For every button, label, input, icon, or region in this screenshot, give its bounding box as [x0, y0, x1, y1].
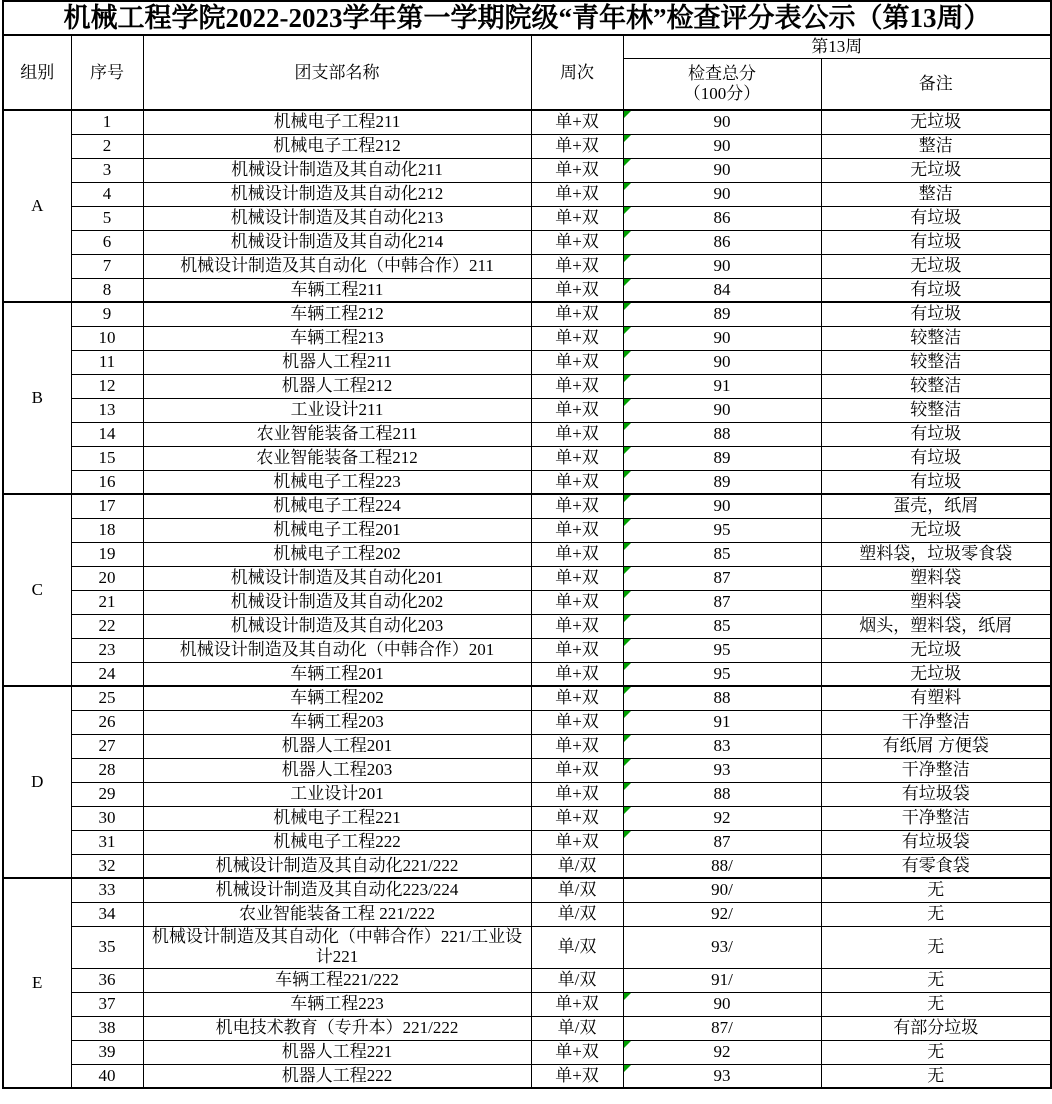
branch-name: 机械设计制造及其自动化202	[143, 590, 531, 614]
table-row	[3, 782, 1051, 806]
cell-flag-triangle-icon	[624, 759, 631, 766]
score-value: 93	[623, 758, 821, 782]
title-row	[3, 1, 1051, 35]
cell-flag-triangle-icon	[624, 159, 631, 166]
branch-name: 车辆工程213	[143, 326, 531, 350]
remark: 较整洁	[821, 374, 1051, 398]
score-value: 92	[623, 1040, 821, 1064]
branch-name: 机器人工程221	[143, 1040, 531, 1064]
table-row	[3, 158, 1051, 182]
group-label: B	[3, 302, 71, 494]
score-value: 83	[623, 734, 821, 758]
row-index: 11	[71, 350, 143, 374]
cell-flag-triangle-icon	[624, 495, 631, 502]
table-row	[3, 542, 1051, 566]
score-value: 88	[623, 422, 821, 446]
score-value: 90	[623, 254, 821, 278]
row-index: 2	[71, 134, 143, 158]
week-type: 单/双	[531, 1016, 623, 1040]
cell-flag-triangle-icon	[624, 687, 631, 694]
group-label: E	[3, 878, 71, 1088]
remark: 烟头，塑料袋，纸屑	[821, 614, 1051, 638]
cell-flag-triangle-icon	[624, 1041, 631, 1048]
cell-flag-triangle-icon	[624, 399, 631, 406]
remark: 干净整洁	[821, 710, 1051, 734]
remark: 有垃圾	[821, 278, 1051, 302]
week-type: 单+双	[531, 374, 623, 398]
group-label: C	[3, 494, 71, 686]
week-type: 单+双	[531, 638, 623, 662]
table-row	[3, 734, 1051, 758]
row-index: 35	[71, 926, 143, 968]
branch-name: 机械电子工程223	[143, 470, 531, 494]
row-index: 14	[71, 422, 143, 446]
remark: 有垃圾	[821, 206, 1051, 230]
table-row	[3, 110, 1051, 134]
week-type: 单+双	[531, 710, 623, 734]
table-row	[3, 254, 1051, 278]
score-value: 88	[623, 686, 821, 710]
table-row	[3, 494, 1051, 518]
branch-name: 机电技术教育（专升本）221/222	[143, 1016, 531, 1040]
week-type: 单+双	[531, 230, 623, 254]
score-value: 90/	[623, 878, 821, 902]
week-type: 单+双	[531, 182, 623, 206]
table-row	[3, 902, 1051, 926]
table-row	[3, 710, 1051, 734]
remark: 塑料袋	[821, 590, 1051, 614]
table-row	[3, 230, 1051, 254]
remark: 无	[821, 926, 1051, 968]
cell-flag-triangle-icon	[624, 519, 631, 526]
header-score	[623, 59, 821, 111]
table-row	[3, 518, 1051, 542]
branch-name: 工业设计211	[143, 398, 531, 422]
table-row	[3, 422, 1051, 446]
week-type: 单+双	[531, 158, 623, 182]
remark: 蛋壳，纸屑	[821, 494, 1051, 518]
score-value: 87	[623, 566, 821, 590]
week-type: 单+双	[531, 206, 623, 230]
remark: 有垃圾	[821, 422, 1051, 446]
score-value: 90	[623, 992, 821, 1016]
table-row	[3, 374, 1051, 398]
branch-name: 机械设计制造及其自动化（中韩合作）211	[143, 254, 531, 278]
remark: 有零食袋	[821, 854, 1051, 878]
branch-name: 机器人工程212	[143, 374, 531, 398]
branch-name: 车辆工程211	[143, 278, 531, 302]
week-type: 单+双	[531, 734, 623, 758]
cell-flag-triangle-icon	[624, 783, 631, 790]
remark: 干净整洁	[821, 806, 1051, 830]
header-score-line1: 检查总分	[688, 64, 756, 83]
remark: 较整洁	[821, 398, 1051, 422]
week-type: 单+双	[531, 662, 623, 686]
row-index: 34	[71, 902, 143, 926]
cell-flag-triangle-icon	[624, 831, 631, 838]
row-index: 18	[71, 518, 143, 542]
branch-name: 机械设计制造及其自动化211	[143, 158, 531, 182]
header-row-1	[3, 35, 1051, 59]
cell-flag-triangle-icon	[624, 351, 631, 358]
cell-flag-triangle-icon	[624, 471, 631, 478]
remark: 无	[821, 968, 1051, 992]
branch-name: 机械电子工程224	[143, 494, 531, 518]
cell-flag-triangle-icon	[624, 591, 631, 598]
branch-name: 机械设计制造及其自动化223/224	[143, 878, 531, 902]
cell-flag-triangle-icon	[624, 735, 631, 742]
table-row	[3, 590, 1051, 614]
table-row	[3, 206, 1051, 230]
week-type: 单+双	[531, 542, 623, 566]
remark: 整洁	[821, 182, 1051, 206]
week-type: 单+双	[531, 1064, 623, 1088]
week-type: 单+双	[531, 518, 623, 542]
branch-name: 机器人工程203	[143, 758, 531, 782]
score-value: 88	[623, 782, 821, 806]
week-type: 单+双	[531, 614, 623, 638]
row-index: 17	[71, 494, 143, 518]
row-index: 29	[71, 782, 143, 806]
score-value: 85	[623, 542, 821, 566]
remark: 干净整洁	[821, 758, 1051, 782]
header-group: 组别	[3, 35, 71, 110]
remark: 无	[821, 992, 1051, 1016]
row-index: 16	[71, 470, 143, 494]
week-type: 单+双	[531, 446, 623, 470]
remark: 较整洁	[821, 326, 1051, 350]
cell-flag-triangle-icon	[624, 423, 631, 430]
week-type: 单+双	[531, 254, 623, 278]
table-row	[3, 1040, 1051, 1064]
cell-flag-triangle-icon	[624, 711, 631, 718]
week-type: 单+双	[531, 326, 623, 350]
score-value: 95	[623, 662, 821, 686]
branch-name: 机器人工程222	[143, 1064, 531, 1088]
cell-flag-triangle-icon	[624, 375, 631, 382]
week-type: 单+双	[531, 494, 623, 518]
score-value: 92	[623, 806, 821, 830]
score-value: 86	[623, 206, 821, 230]
remark: 无	[821, 1064, 1051, 1088]
cell-flag-triangle-icon	[624, 663, 631, 670]
cell-flag-triangle-icon	[624, 279, 631, 286]
row-index: 31	[71, 830, 143, 854]
score-value: 90	[623, 326, 821, 350]
remark: 无垃圾	[821, 158, 1051, 182]
header-branch: 团支部名称	[143, 35, 531, 110]
week-type: 单+双	[531, 1040, 623, 1064]
branch-name: 工业设计201	[143, 782, 531, 806]
cell-flag-triangle-icon	[624, 639, 631, 646]
cell-flag-triangle-icon	[624, 1065, 631, 1072]
table-row	[3, 926, 1051, 968]
score-value: 89	[623, 302, 821, 326]
row-index: 7	[71, 254, 143, 278]
score-value: 91	[623, 374, 821, 398]
remark: 较整洁	[821, 350, 1051, 374]
remark: 整洁	[821, 134, 1051, 158]
week-type: 单+双	[531, 566, 623, 590]
table-row	[3, 302, 1051, 326]
week-type: 单/双	[531, 902, 623, 926]
remark: 无垃圾	[821, 518, 1051, 542]
week-type: 单+双	[531, 302, 623, 326]
table-row	[3, 470, 1051, 494]
header-week: 周次	[531, 35, 623, 110]
branch-name: 机械电子工程222	[143, 830, 531, 854]
score-value: 85	[623, 614, 821, 638]
row-index: 40	[71, 1064, 143, 1088]
branch-name: 机械设计制造及其自动化（中韩合作）201	[143, 638, 531, 662]
remark: 无垃圾	[821, 638, 1051, 662]
branch-name: 机械设计制造及其自动化201	[143, 566, 531, 590]
table-row	[3, 854, 1051, 878]
cell-flag-triangle-icon	[624, 303, 631, 310]
score-value: 87/	[623, 1016, 821, 1040]
row-index: 22	[71, 614, 143, 638]
row-index: 1	[71, 110, 143, 134]
branch-name: 机械设计制造及其自动化213	[143, 206, 531, 230]
remark: 有垃圾	[821, 230, 1051, 254]
table-row	[3, 278, 1051, 302]
row-index: 28	[71, 758, 143, 782]
remark: 无垃圾	[821, 254, 1051, 278]
score-value: 87	[623, 590, 821, 614]
score-value: 90	[623, 182, 821, 206]
row-index: 37	[71, 992, 143, 1016]
score-value: 95	[623, 638, 821, 662]
table-row	[3, 968, 1051, 992]
cell-flag-triangle-icon	[624, 807, 631, 814]
branch-name: 车辆工程221/222	[143, 968, 531, 992]
score-value: 86	[623, 230, 821, 254]
group-label: D	[3, 686, 71, 878]
week-type: 单+双	[531, 806, 623, 830]
header-index: 序号	[71, 35, 143, 110]
header-week-span: 第13周	[623, 35, 1051, 59]
branch-name: 机械电子工程221	[143, 806, 531, 830]
row-index: 19	[71, 542, 143, 566]
score-value: 91/	[623, 968, 821, 992]
branch-name: 机械设计制造及其自动化（中韩合作）221/工业设计221	[143, 926, 531, 968]
week-type: 单+双	[531, 686, 623, 710]
week-type: 单/双	[531, 926, 623, 968]
remark: 无垃圾	[821, 662, 1051, 686]
cell-flag-triangle-icon	[624, 567, 631, 574]
row-index: 27	[71, 734, 143, 758]
week-type: 单/双	[531, 968, 623, 992]
score-value: 90	[623, 350, 821, 374]
table-row	[3, 326, 1051, 350]
remark: 有垃圾	[821, 470, 1051, 494]
week-type: 单/双	[531, 854, 623, 878]
table-row	[3, 1016, 1051, 1040]
branch-name: 机械设计制造及其自动化214	[143, 230, 531, 254]
branch-name: 农业智能装备工程211	[143, 422, 531, 446]
table-row	[3, 878, 1051, 902]
score-value: 90	[623, 494, 821, 518]
branch-name: 车辆工程201	[143, 662, 531, 686]
row-index: 23	[71, 638, 143, 662]
table-body	[3, 110, 1051, 1088]
row-index: 15	[71, 446, 143, 470]
table-row	[3, 638, 1051, 662]
week-type: 单+双	[531, 470, 623, 494]
score-value: 95	[623, 518, 821, 542]
score-value: 84	[623, 278, 821, 302]
row-index: 5	[71, 206, 143, 230]
branch-name: 车辆工程202	[143, 686, 531, 710]
table-row	[3, 686, 1051, 710]
group-label: A	[3, 110, 71, 302]
week-type: 单+双	[531, 278, 623, 302]
cell-flag-triangle-icon	[624, 207, 631, 214]
table-row	[3, 398, 1051, 422]
remark: 塑料袋	[821, 566, 1051, 590]
score-value: 89	[623, 470, 821, 494]
score-value: 87	[623, 830, 821, 854]
branch-name: 农业智能装备工程212	[143, 446, 531, 470]
week-type: 单+双	[531, 782, 623, 806]
row-index: 21	[71, 590, 143, 614]
table-row	[3, 182, 1051, 206]
remark: 塑料袋，垃圾零食袋	[821, 542, 1051, 566]
row-index: 8	[71, 278, 143, 302]
branch-name: 机械设计制造及其自动化203	[143, 614, 531, 638]
branch-name: 机械电子工程211	[143, 110, 531, 134]
cell-flag-triangle-icon	[624, 111, 631, 118]
cell-flag-triangle-icon	[624, 615, 631, 622]
remark: 有垃圾	[821, 446, 1051, 470]
cell-flag-triangle-icon	[624, 447, 631, 454]
score-value: 93	[623, 1064, 821, 1088]
score-value: 90	[623, 398, 821, 422]
row-index: 3	[71, 158, 143, 182]
cell-flag-triangle-icon	[624, 231, 631, 238]
branch-name: 农业智能装备工程 221/222	[143, 902, 531, 926]
cell-flag-triangle-icon	[624, 543, 631, 550]
table-row	[3, 134, 1051, 158]
remark: 有垃圾袋	[821, 782, 1051, 806]
row-index: 24	[71, 662, 143, 686]
remark: 无	[821, 902, 1051, 926]
week-type: 单+双	[531, 350, 623, 374]
row-index: 12	[71, 374, 143, 398]
header-score-line2: （100分）	[683, 84, 761, 104]
week-type: 单+双	[531, 830, 623, 854]
row-index: 4	[71, 182, 143, 206]
table-row	[3, 614, 1051, 638]
row-index: 9	[71, 302, 143, 326]
header-remark: 备注	[821, 59, 1051, 111]
cell-flag-triangle-icon	[624, 183, 631, 190]
score-value: 93/	[623, 926, 821, 968]
table-row	[3, 758, 1051, 782]
row-index: 30	[71, 806, 143, 830]
branch-name: 机器人工程211	[143, 350, 531, 374]
remark: 有部分垃圾	[821, 1016, 1051, 1040]
table-row	[3, 992, 1051, 1016]
row-index: 20	[71, 566, 143, 590]
score-table	[2, 0, 1052, 1089]
week-type: 单+双	[531, 398, 623, 422]
row-index: 32	[71, 854, 143, 878]
row-index: 10	[71, 326, 143, 350]
branch-name: 车辆工程212	[143, 302, 531, 326]
table-row	[3, 662, 1051, 686]
score-value: 90	[623, 158, 821, 182]
score-value: 89	[623, 446, 821, 470]
table-row	[3, 446, 1051, 470]
cell-flag-triangle-icon	[624, 255, 631, 262]
score-value: 88/	[623, 854, 821, 878]
week-type: 单+双	[531, 590, 623, 614]
score-value: 91	[623, 710, 821, 734]
week-type: 单+双	[531, 992, 623, 1016]
table-row	[3, 566, 1051, 590]
branch-name: 机械电子工程201	[143, 518, 531, 542]
row-index: 6	[71, 230, 143, 254]
branch-name: 机械设计制造及其自动化221/222	[143, 854, 531, 878]
row-index: 13	[71, 398, 143, 422]
table-row	[3, 350, 1051, 374]
week-type: 单+双	[531, 422, 623, 446]
table-row	[3, 806, 1051, 830]
remark: 无	[821, 878, 1051, 902]
branch-name: 车辆工程203	[143, 710, 531, 734]
score-value: 92/	[623, 902, 821, 926]
page-title: 机械工程学院2022-2023学年第一学期院级“青年林”检查评分表公示（第13周）	[3, 1, 1051, 35]
cell-flag-triangle-icon	[624, 993, 631, 1000]
branch-name: 机械电子工程212	[143, 134, 531, 158]
cell-flag-triangle-icon	[624, 327, 631, 334]
row-index: 26	[71, 710, 143, 734]
remark: 无垃圾	[821, 110, 1051, 134]
row-index: 33	[71, 878, 143, 902]
branch-name: 车辆工程223	[143, 992, 531, 1016]
score-value: 90	[623, 134, 821, 158]
row-index: 38	[71, 1016, 143, 1040]
table-row	[3, 830, 1051, 854]
table-header	[3, 1, 1051, 110]
remark: 有纸屑 方便袋	[821, 734, 1051, 758]
row-index: 25	[71, 686, 143, 710]
week-type: 单+双	[531, 110, 623, 134]
week-type: 单+双	[531, 134, 623, 158]
score-value: 90	[623, 110, 821, 134]
row-index: 36	[71, 968, 143, 992]
branch-name: 机器人工程201	[143, 734, 531, 758]
remark: 有塑料	[821, 686, 1051, 710]
remark: 有垃圾袋	[821, 830, 1051, 854]
remark: 无	[821, 1040, 1051, 1064]
branch-name: 机械设计制造及其自动化212	[143, 182, 531, 206]
week-type: 单/双	[531, 878, 623, 902]
cell-flag-triangle-icon	[624, 135, 631, 142]
remark: 有垃圾	[821, 302, 1051, 326]
branch-name: 机械电子工程202	[143, 542, 531, 566]
table-row	[3, 1064, 1051, 1088]
week-type: 单+双	[531, 758, 623, 782]
row-index: 39	[71, 1040, 143, 1064]
